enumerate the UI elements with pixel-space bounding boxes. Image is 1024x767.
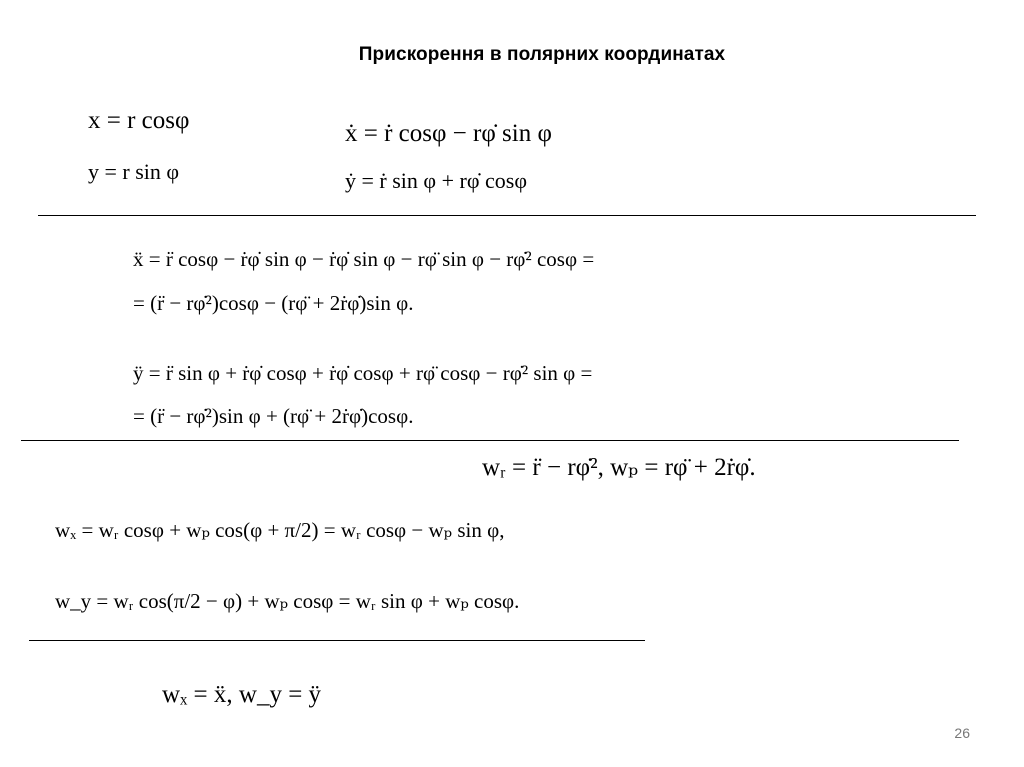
page-number: 26: [954, 725, 970, 741]
equation-w-x-projection: wₓ = wᵣ cosφ + wₚ cos(φ + π/2) = wᵣ cosφ − wₚ sin φ,: [55, 518, 505, 542]
equation-w-cartesian: wₓ = ẍ, w_y = ÿ: [162, 681, 322, 708]
divider-line-1: [38, 215, 976, 216]
equation-x-ddot-line-2: = (r̈ − rφ̇²)cosφ − (rφ̈ + 2ṙφ̇)sin φ.: [133, 291, 414, 315]
equation-x-dot: ẋ = ṙ cosφ − rφ̇ sin φ: [345, 120, 552, 147]
equation-y-polar: y = r sin φ: [88, 159, 180, 184]
equation-y-ddot-line-2: = (r̈ − rφ̇²)sin φ + (rφ̈ + 2ṙφ̇)cosφ.: [133, 404, 414, 428]
equation-y-dot: ẏ = ṙ sin φ + rφ̇ cosφ: [345, 168, 528, 193]
equation-x-ddot-line-1: ẍ = r̈ cosφ − ṙφ̇ sin φ − ṙφ̇ sin φ − rφ̈ sin φ − rφ̇² cosφ =: [133, 247, 595, 271]
equation-y-ddot-line-1: ÿ = r̈ sin φ + ṙφ̇ cosφ + ṙφ̇ cosφ + rφ̈ cosφ − rφ̇² sin φ =: [133, 361, 593, 385]
equation-w-y-projection: w_y = wᵣ cos(π/2 − φ) + wₚ cosφ = wᵣ sin φ + wₚ cosφ.: [55, 589, 520, 613]
divider-line-2: [21, 440, 959, 441]
equation-x-polar: x = r cosφ: [88, 107, 190, 134]
slide-title: Прискорення в полярних координатах: [358, 44, 726, 65]
divider-line-3: [29, 640, 645, 641]
equation-w-components: wᵣ = r̈ − rφ̇², wₚ = rφ̈ + 2ṙφ̇.: [482, 454, 756, 481]
